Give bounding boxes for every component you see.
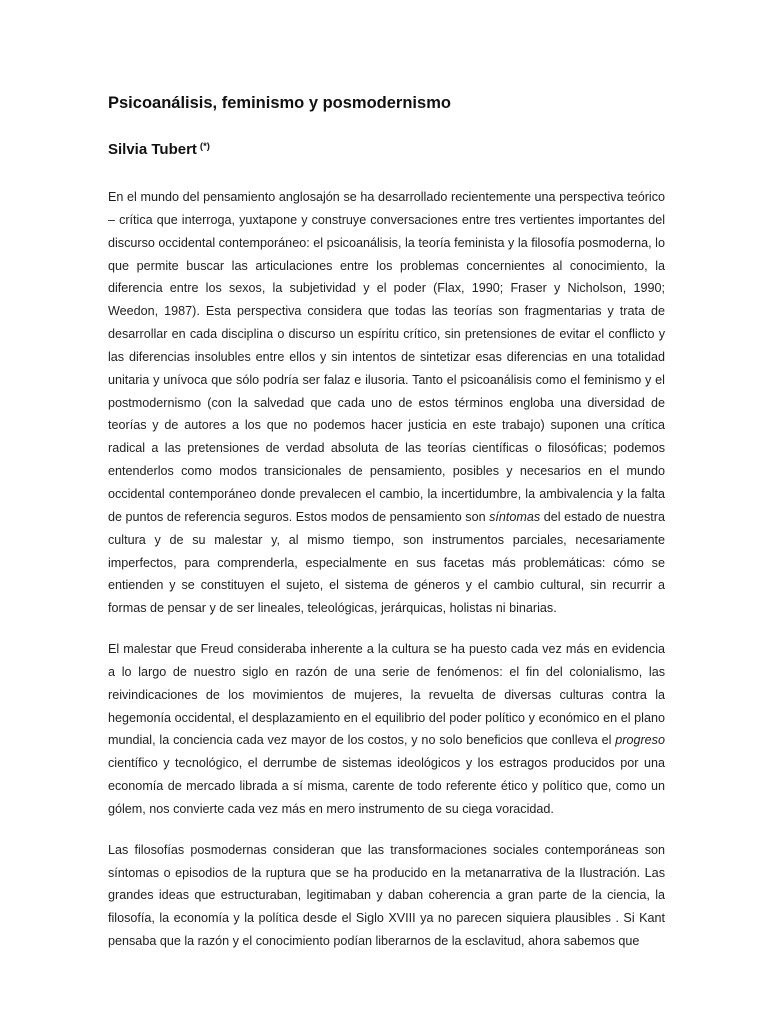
- author-line: [108, 140, 665, 160]
- paragraph-2: [108, 638, 665, 821]
- paragraph-3: [108, 839, 665, 953]
- document-title: Psicoanálisis, feminismo y posmodernismo: [108, 94, 451, 112]
- author-footnote-marker[interactable]: (*): [199, 141, 210, 152]
- paragraph-1: [108, 186, 665, 620]
- paragraph-text: científico y tecnológico, el derrumbe de sistemas ideológicos y los estragos producidos por una economía de mercado librada a sí misma, carente de todo referente ético y político que, como un gólem, nos convierte cada vez más en mero instrumento de su ciega voracidad.: [108, 756, 665, 816]
- paragraph-text: En el mundo del pensamiento anglosajón se ha desarrollado recientemente una perspectiva teórico – crítica que interroga, yuxtapone y construye conversaciones entre tres vertientes importantes del discurso occidental contemporáneo: el psicoanálisis, la teoría feminista y la filosofía posmoderna, lo que permite buscar las articulaciones entre los problemas concernientes al conocimiento, la diferencia entre los sexos, la subjetividad y el poder (Flax, 1990; Fraser y Nicholson, 1990; Weedon, 1987). Esta perspectiva considera que todas las teorías son fragmentarias y trata de desarrollar en cada disciplina o discurso un espíritu crítico, sin pretensiones de evitar el conflicto y las diferencias insolubles entre ellos y sin intentos de sintetizar esas diferencias en una totalidad unitaria y unívoca que sólo podría ser falaz e ilusoria. Tanto el psicoanálisis como el feminismo y el postmodernismo (con la salvedad que cada uno de estos términos engloba una diversidad de teorías y de autores a los que no podemos hacer justicia en este trabajo) suponen una crítica radical a las pretensiones de verdad absoluta de las teorías científicas o filosóficas; podemos entenderlos como modos transicionales de pensamiento, posibles y necesarios en el mundo occidental contemporáneo donde prevalecen el cambio, la incertidumbre, la ambivalencia y la falta de puntos de referencia seguros. Estos modos de pensamiento son: [108, 190, 665, 524]
- emphasis-progreso: progreso: [615, 733, 665, 748]
- emphasis-sintomas: síntomas: [489, 509, 541, 524]
- author-name: Silvia Tubert: [108, 141, 197, 158]
- paragraph-text: El malestar que Freud consideraba inherente a la cultura se ha puesto cada vez más en evidencia a lo largo de nuestro siglo en razón de una serie de fenómenos: el fin del colonialismo, las reivindicaciones de los movimientos de mujeres, la revuelta de diversas culturas contra la hegemonía occidental, el desplazamiento en el equilibrio del poder político y económico en el plano mundial, la conciencia cada vez mayor de los costos, y no solo beneficios que conlleva el: [108, 642, 665, 748]
- paragraph-text: del estado de nuestra cultura y de su malestar y, al mismo tiempo, son instrumentos parciales, necesariamente imperfectos, para comprenderla, especialmente en sus facetas más problemáticas: cómo se entienden y se constituyen el sujeto, el sistema de géneros y el cambio cultural, sin recurrir a formas de pensar y de ser lineales, teleológicas, jerárquicas, holistas ni binarias.: [108, 509, 665, 616]
- paragraph-text: Las filosofías posmodernas consideran que las transformaciones sociales contemporáneas son síntomas o episodios de la ruptura que se ha producido en la metanarrativa de la Ilustración. Las grandes ideas que estructuraban, legitimaban y daban coherencia a gran parte de la ciencia, la filosofía, la economía y la política desde el Siglo XVIII ya no parecen siquiera plausibles . Si Kant pensaba que la razón y el conocimiento podían liberarnos de la esclavitud, ahora sabemos que: [108, 842, 665, 949]
